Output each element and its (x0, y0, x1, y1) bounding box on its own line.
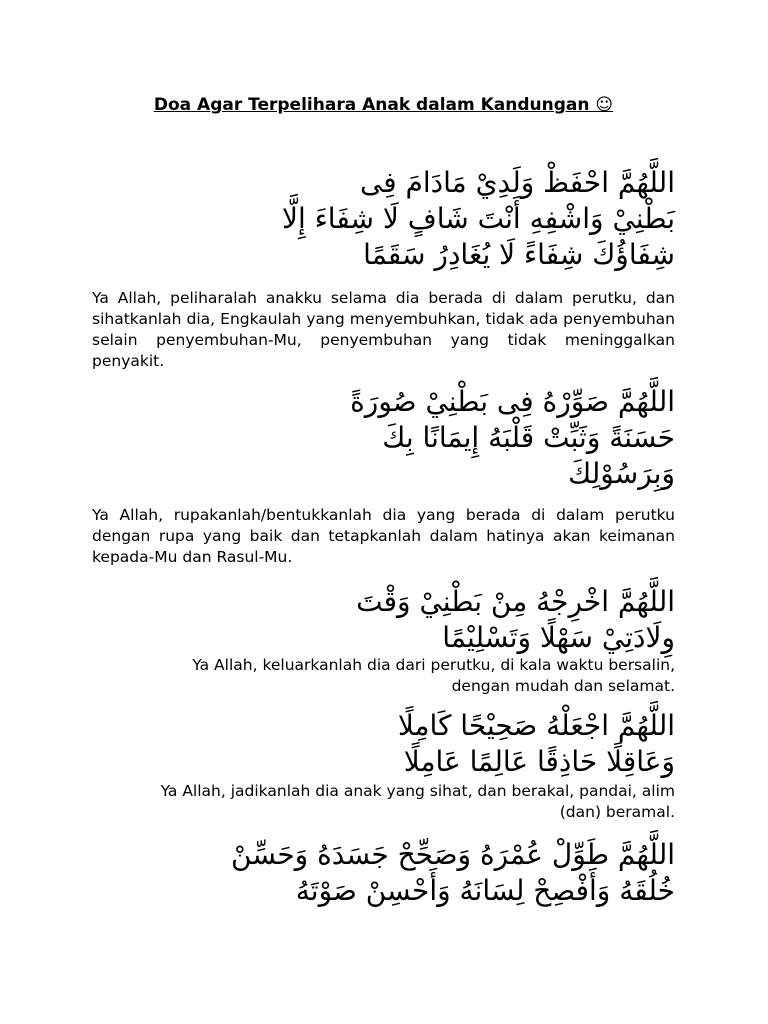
prayer-3-translation: Ya Allah, keluarkanlah dia dari perutku, di kala waktu bersalin, dengan mudah dan selamat. (192, 656, 675, 695)
prayer-1-arabic-line-3: شِفَاؤُكَ شِفَاءً لَا يُغَادِرُ سَقَمًا (363, 238, 675, 271)
prayer-2-arabic-line-3: وَبِرَسُوْلِكَ (568, 457, 675, 490)
prayer-1-arabic-line-1: اللَّهُمَّ احْفَظْ وَلَدِيْ مَادَامَ فِى (359, 166, 675, 199)
prayer-5-arabic-line-2: خُلُقَهُ وَأَفْصِحْ لِسَانَهُ وَأَحْسِنْ صَوْتَهُ (295, 874, 675, 907)
prayer-5-arabic-line-1: اللَّهُمَّ طَوِّلْ عُمْرَهُ وَصَحِّحْ جَسَدَهُ وَحَسِّنْ (231, 838, 675, 871)
prayer-2-arabic-line-1: اللَّهُمَّ صَوِّرْهُ فِى بَطْنِيْ صُورَةً (350, 385, 675, 418)
prayer-1-translation: Ya Allah, peliharalah anakku selama dia berada di dalam perutku, dan sihatkanlah dia, Engkaulah yang menyembuhkan, tidak ada penyembuhan selain penyembuhan-Mu, penyembuhan yang tidak meninggalkan penyakit. (92, 289, 675, 370)
prayer-1-arabic-line-2: بَطْنِيْ وَاشْفِهِ أَنْتَ شَافٍ لَا شِفَاءَ إِلَّا (281, 202, 675, 235)
prayer-2-translation: Ya Allah, rupakanlah/bentukkanlah dia yang berada di dalam perutku dengan rupa yang baik dan tetapkanlah dalam hatinya akan keimanan kepada-Mu dan Rasul-Mu. (92, 506, 675, 566)
prayer-3-arabic-line-2: وِلَادَتِيْ سَهْلًا وَتَسْلِيْمًا (442, 621, 675, 654)
prayer-3-arabic-line-1: اللَّهُمَّ اخْرِجْهُ مِنْ بَطْنِيْ وَقْتَ (356, 585, 675, 618)
prayer-4-arabic-line-1: اللَّهُمَّ اجْعَلْهُ صَحِيْحًا كَامِلًا (397, 709, 675, 742)
prayer-4-translation: Ya Allah, jadikanlah dia anak yang sihat, dan berakal, pandai, alim (dan) beramal. (160, 782, 675, 821)
prayer-4-arabic-line-2: وَعَاقِلًا حَاذِقًا عَالِمًا عَامِلًا (403, 745, 675, 778)
document-page (92, 0, 675, 1024)
page-title: Doa Agar Terpelihara Anak dalam Kandungan ☺ (153, 95, 614, 115)
prayer-2-arabic-line-2: حَسَنَةً وَثَبِّتْ قَلْبَهُ إِيمَانًا بِكَ (382, 421, 675, 454)
